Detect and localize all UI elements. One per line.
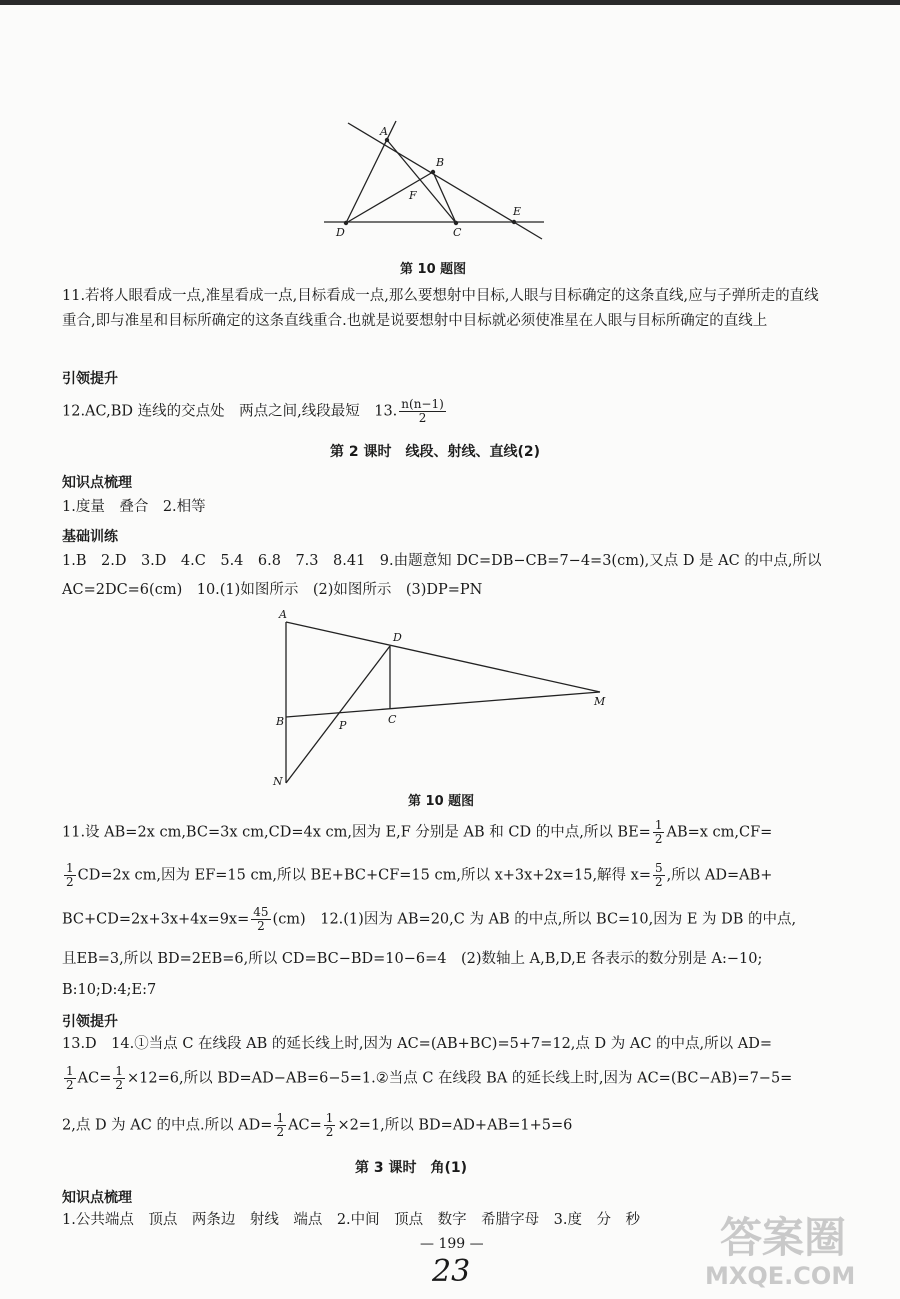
zhishi-answer: 1.公共端点 顶点 两条边 射线 端点 2.中间 顶点 数字 希腊字母 3.度 分 秒 bbox=[62, 1212, 640, 1228]
jichu-line-1: 1.B 2.D 3.D 4.C 5.4 6.8 7.3 8.41 9.由题意知 DC=DB−CB=7−4=3(cm),又点 D 是 AC 的中点,所以 bbox=[62, 553, 822, 569]
label-A: A bbox=[279, 608, 287, 621]
figure-caption: 第 10 题图 bbox=[408, 794, 475, 809]
answer-14-line-3 bbox=[62, 1112, 827, 1139]
fraction bbox=[324, 1112, 336, 1139]
fraction bbox=[113, 1065, 125, 1092]
answer-11-line-3 bbox=[62, 906, 827, 933]
label-B: B bbox=[436, 156, 445, 169]
label-P: P bbox=[339, 719, 347, 732]
answer-13-14-line-1: 13.D 14.①当点 C 在线段 AB 的延长线上时,因为 AC=(AB+BC)=5+7=12,点 D 为 AC 的中点,所以 AD= bbox=[62, 1036, 772, 1052]
denominator: 2 bbox=[325, 1125, 334, 1139]
answer-12-line: B:10;D:4;E:7 bbox=[62, 982, 157, 998]
label-N: N bbox=[273, 775, 283, 788]
label-D: D bbox=[393, 631, 402, 644]
zhishi-answer: 1.度量 叠合 2.相等 bbox=[62, 499, 206, 515]
label-C: C bbox=[388, 713, 397, 726]
text: ,所以 AD=AB+ bbox=[666, 867, 773, 884]
section-heading: 知识点梳理 bbox=[62, 475, 132, 491]
denominator: 2 bbox=[66, 875, 74, 889]
fraction bbox=[251, 906, 270, 933]
answer-14-line-2 bbox=[62, 1065, 827, 1092]
numerator: 5 bbox=[655, 861, 663, 875]
figure-caption: 第 10 题图 bbox=[400, 262, 467, 277]
text: AB=x cm,CF= bbox=[666, 824, 773, 841]
label-A: A bbox=[380, 125, 388, 138]
fraction bbox=[653, 862, 665, 889]
section-heading: 引领提升 bbox=[62, 371, 118, 387]
watermark-logo: 答案圈 bbox=[720, 1213, 847, 1262]
text: (cm) 12.(1)因为 AB=20,C 为 AB 的中点,所以 BC=10,因为 E 为 DB 的中点, bbox=[272, 911, 797, 928]
denominator: 2 bbox=[66, 1078, 74, 1092]
watermark-url: MXQE.COM bbox=[705, 1262, 856, 1290]
fraction bbox=[653, 819, 665, 846]
denominator: 2 bbox=[115, 1078, 123, 1092]
label-M: M bbox=[594, 695, 606, 708]
handwritten-number: 23 bbox=[432, 1254, 471, 1289]
text: AC= bbox=[77, 1070, 112, 1087]
numerator: 1 bbox=[66, 1064, 74, 1078]
label-B: B bbox=[276, 715, 285, 728]
fraction bbox=[64, 1065, 76, 1092]
label-E: E bbox=[513, 205, 522, 218]
figure-10-a bbox=[320, 115, 550, 245]
denominator: 2 bbox=[276, 1125, 285, 1139]
section-heading: 知识点梳理 bbox=[62, 1190, 132, 1206]
denominator: 2 bbox=[257, 919, 265, 933]
numerator: 1 bbox=[276, 1111, 285, 1125]
section-heading: 基础训练 bbox=[62, 529, 118, 545]
text: 11.设 AB=2x cm,BC=3x cm,CD=4x cm,因为 E,F 分别是 AB 和 CD 的中点,所以 BE= bbox=[62, 824, 651, 841]
text: BC+CD=2x+3x+4x=9x= bbox=[62, 911, 250, 928]
text: ×12=6,所以 BD=AD−AB=6−5=1.②当点 C 在线段 BA 的延长线上时,因为 AC=(BC−AB)=7−5= bbox=[127, 1070, 793, 1087]
numerator: n(n−1) bbox=[401, 397, 444, 411]
numerator: 45 bbox=[253, 905, 269, 919]
text: CD=2x cm,因为 EF=15 cm,所以 BE+BC+CF=15 cm,所以 x+3x+2x=15,解得 x= bbox=[77, 867, 651, 884]
text: ×2=1,所以 BD=AD+AB=1+5=6 bbox=[337, 1117, 573, 1134]
text: AC= bbox=[288, 1117, 322, 1134]
numerator: 1 bbox=[654, 818, 663, 832]
fraction bbox=[64, 862, 76, 889]
answer-11-line-2 bbox=[62, 862, 827, 889]
lesson-title: 第 2 课时 线段、射线、直线(2) bbox=[330, 444, 541, 460]
top-border bbox=[0, 0, 900, 5]
lesson-title: 第 3 课时 角(1) bbox=[355, 1160, 468, 1176]
denominator: 2 bbox=[654, 832, 663, 846]
numerator: 1 bbox=[325, 1111, 334, 1125]
section-heading: 引领提升 bbox=[62, 1014, 118, 1030]
text: 2,点 D 为 AC 的中点.所以 AD= bbox=[62, 1117, 273, 1134]
label-F: F bbox=[409, 189, 417, 202]
denominator: 2 bbox=[655, 875, 663, 889]
fraction bbox=[274, 1112, 286, 1139]
numerator: 1 bbox=[66, 861, 74, 875]
answer-11-line-1 bbox=[62, 819, 827, 846]
numerator: 1 bbox=[115, 1064, 123, 1078]
page-number: — 199 — bbox=[420, 1236, 484, 1252]
label-C: C bbox=[453, 226, 462, 239]
denominator: 2 bbox=[418, 411, 427, 425]
answer-11: 11.若将人眼看成一点,准星看成一点,目标看成一点,那么要想射中目标,人眼与目标确定的这条直线,应与子弹所走的直线重合,即与准星和目标所确定的这条直线重合.也就是说要想射中目标就必须使准星在人眼与目标所确定的直线上 bbox=[62, 288, 819, 329]
figure-10-b bbox=[270, 605, 615, 790]
label-D: D bbox=[336, 226, 345, 239]
jichu-line-2: AC=2DC=6(cm) 10.(1)如图所示 (2)如图所示 (3)DP=PN bbox=[62, 582, 483, 598]
answer-12-text: 12.AC,BD 连线的交点处 两点之间,线段最短 13. bbox=[62, 403, 398, 420]
answer-12-13 bbox=[62, 398, 827, 425]
answer-12-line: 且EB=3,所以 BD=2EB=6,所以 CD=BC−BD=10−6=4 (2)数轴上 A,B,D,E 各表示的数分别是 A:−10; bbox=[62, 951, 763, 967]
fraction bbox=[399, 398, 446, 425]
